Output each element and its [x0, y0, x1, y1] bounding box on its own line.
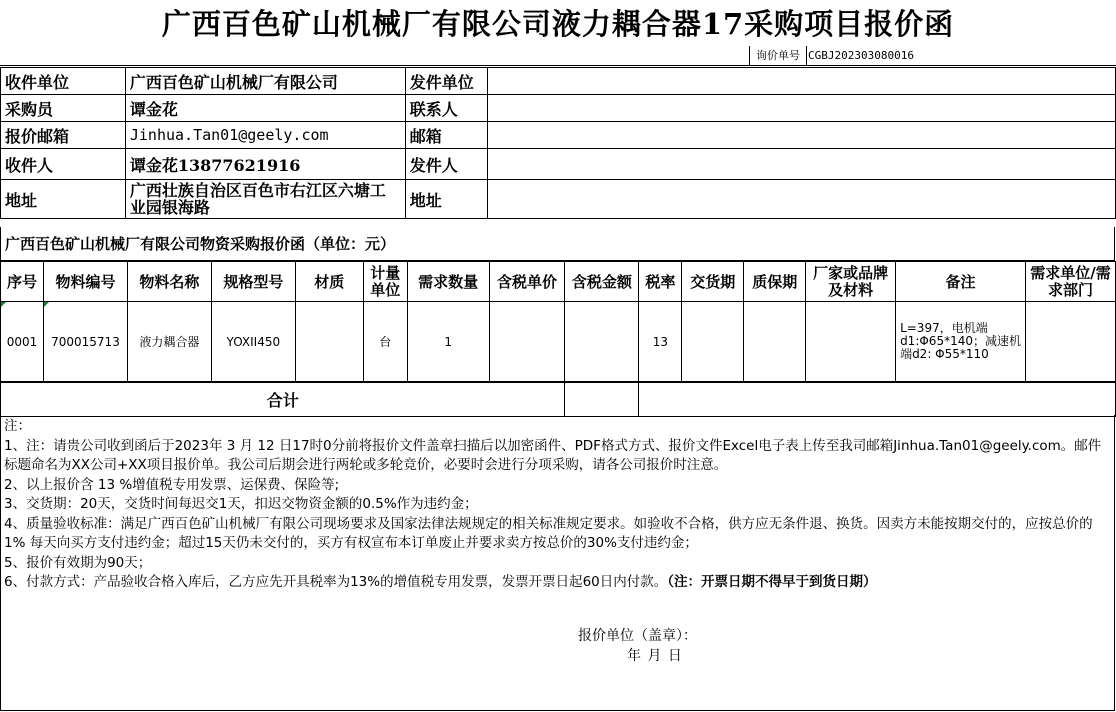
cell-brand[interactable]	[806, 302, 896, 382]
contact-label: 联系人	[405, 95, 487, 122]
note-line: 3、交货期：20天，交货时间每迟交1天，扣迟交物资金额的0.5%作为违约金；	[4, 496, 478, 512]
col-header: 厂家或品牌及材料	[806, 262, 896, 302]
page-title: 广西百色矿山机械厂有限公司液力耦合器17采购项目报价函	[161, 7, 955, 41]
recipient-value[interactable]: 谭金花13877621916	[125, 149, 405, 180]
inquiry-number-label: 询价单号	[749, 46, 807, 65]
sender-unit-value[interactable]	[487, 68, 1115, 95]
col-header: 税率	[639, 262, 682, 302]
address2-label: 地址	[405, 180, 487, 219]
cell-dept[interactable]	[1025, 302, 1115, 382]
note-line: 注：	[4, 418, 31, 434]
total-empty	[639, 383, 1116, 417]
cell-warranty[interactable]	[744, 302, 806, 382]
buyer-label: 采购员	[1, 95, 126, 122]
payment-text: 6、付款方式：产品验收合格入库后，乙方应先开具税率为13%的增值税专用发票，发票开票日起60日内付款。	[4, 574, 668, 590]
col-header: 序号	[1, 262, 44, 302]
col-header: 规格型号	[211, 262, 295, 302]
col-header: 含税金额	[565, 262, 639, 302]
recipient-label: 收件人	[1, 149, 126, 180]
receiver-unit-label: 收件单位	[1, 68, 126, 95]
sender-value[interactable]	[487, 149, 1115, 180]
cell-spec[interactable]: YOXII450	[211, 302, 295, 382]
cell-amount[interactable]	[565, 302, 639, 382]
sender-label: 发件人	[405, 149, 487, 180]
cell-price[interactable]	[489, 302, 565, 382]
col-header: 含税单价	[489, 262, 565, 302]
table-row	[1, 302, 1116, 382]
section-title: 广西百色矿山机械厂有限公司物资采购报价函（单位：元）	[0, 227, 1115, 261]
note-line: 4、质量验收标准：满足广西百色矿山机械厂有限公司现场要求及国家法律法规规定的相关标准规定要求。如验收不合格，供方应无条件退、换货。因卖方未能按期交付的，应按总价的1% 每天向买方支付违约金；超过15天仍未交付的，买方有权宣布本订单废止并要求卖方按总价的30%支付违约金；	[4, 515, 1093, 551]
cell-code[interactable]: 700015713	[43, 302, 127, 382]
invoice-note: （注：开票日期不得早于到货日期）	[667, 574, 877, 590]
total-label: 合计	[1, 383, 565, 417]
mailbox-value[interactable]	[487, 122, 1115, 149]
email-label: 报价邮箱	[1, 122, 126, 149]
comment-marker-icon	[44, 302, 49, 307]
items-table	[0, 261, 1116, 382]
email-value[interactable]: Jinhua.Tan01@geely.com	[125, 122, 405, 149]
inquiry-number-value[interactable]: CGBJ202303080016	[808, 49, 914, 62]
col-header: 需求单位/需求部门	[1025, 262, 1115, 302]
col-header: 备注	[896, 262, 1026, 302]
contact-value[interactable]	[487, 95, 1115, 122]
sender-unit-label: 发件单位	[405, 68, 487, 95]
note-line: 1、注：请贵公司收到函后于2023年 3 月 12 日17时0分前将报价文件盖章扫描后以加密函件、PDF格式方式、报价文件Excel电子表上传至我司邮箱Jinhua.Tan01@geely.com。邮件标题命名为XX公司+XX项目报价单。我公司后期会进行两轮或多轮竞价，必要时会进行分项采购，请各公司报价时注意。	[4, 437, 1102, 473]
total-amount[interactable]	[565, 383, 639, 417]
col-header: 物料编号	[43, 262, 127, 302]
items-header-row	[1, 262, 1116, 302]
cell-unit[interactable]: 台	[363, 302, 407, 382]
cell-no[interactable]: 0001	[1, 302, 44, 382]
cell-material[interactable]	[295, 302, 363, 382]
address-label: 地址	[1, 180, 126, 219]
comment-marker-icon	[1, 302, 6, 307]
receiver-unit-value[interactable]: 广西百色矿山机械厂有限公司	[125, 68, 405, 95]
sign-label: 报价单位（盖章）：	[578, 628, 697, 644]
col-header: 物料名称	[127, 262, 211, 302]
inquiry-row	[0, 46, 1116, 66]
cell-delivery[interactable]	[682, 302, 744, 382]
cell-note[interactable]: L=397，电机端d1:Φ65*140；减速机端d2: Φ55*110	[896, 302, 1026, 382]
info-table	[0, 67, 1116, 219]
address-value[interactable]: 广西壮族自治区百色市右江区六塘工业园银海路	[125, 180, 405, 219]
cell-name[interactable]: 液力耦合器	[127, 302, 211, 382]
notes-block	[0, 415, 1115, 711]
col-header: 需求数量	[407, 262, 489, 302]
note-line: 2、以上报价含 13 %增值税专用发票、运保费、保险等;	[4, 476, 340, 493]
note-line	[4, 573, 1111, 593]
total-row	[0, 382, 1116, 417]
mailbox-label: 邮箱	[405, 122, 487, 149]
col-header: 材质	[295, 262, 363, 302]
col-header: 交货期	[682, 262, 744, 302]
address2-value[interactable]	[487, 180, 1115, 219]
cell-tax[interactable]: 13	[639, 302, 682, 382]
col-header: 计量单位	[363, 262, 407, 302]
date-label: 年 月 日	[627, 648, 682, 664]
col-header: 质保期	[744, 262, 806, 302]
cell-qty[interactable]: 1	[407, 302, 489, 382]
note-line: 5、报价有效期为90天；	[4, 554, 152, 571]
buyer-value[interactable]: 谭金花	[125, 95, 405, 122]
